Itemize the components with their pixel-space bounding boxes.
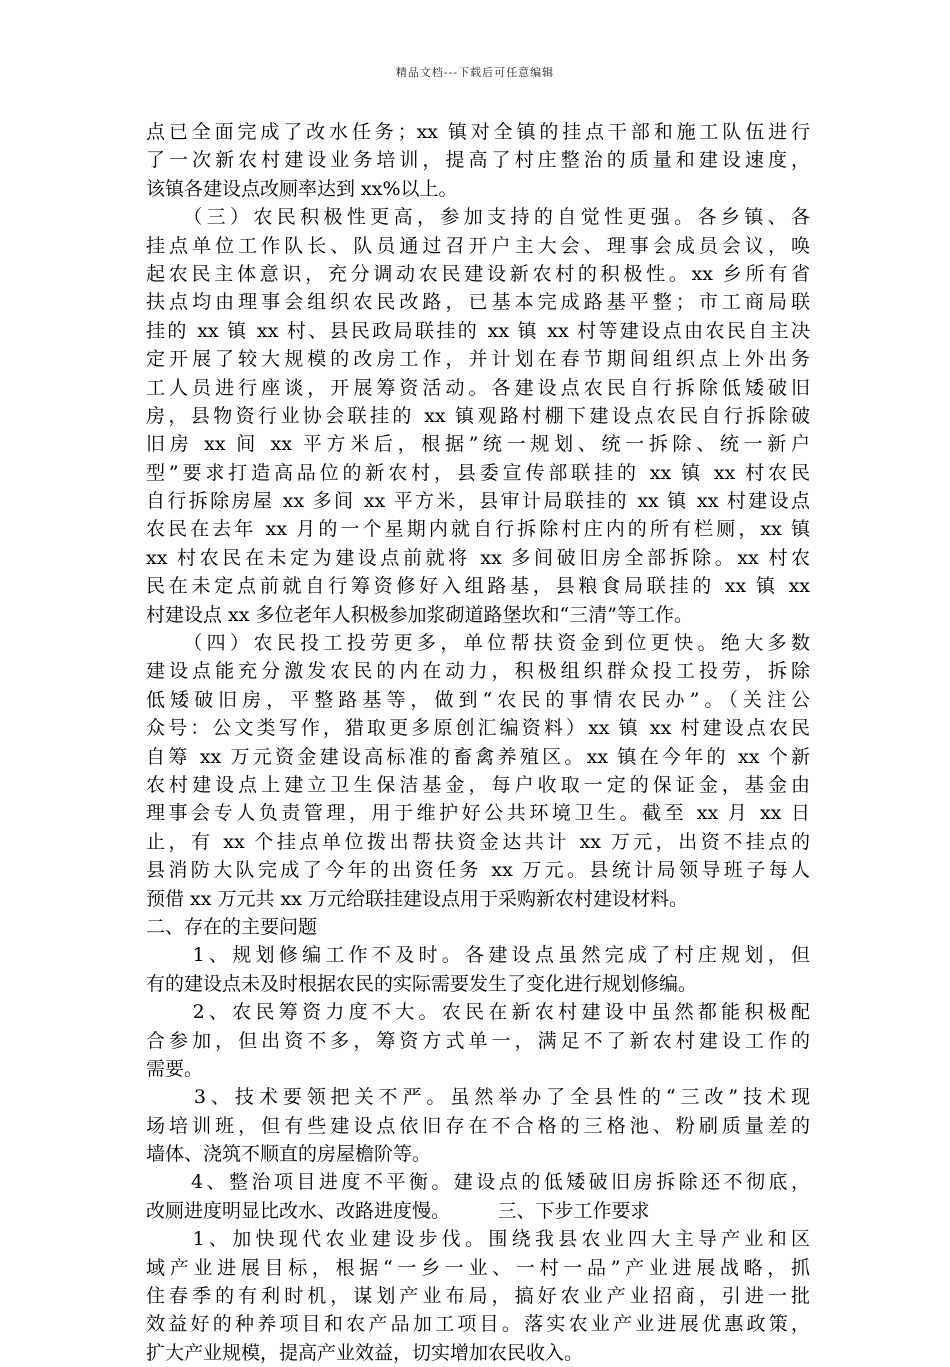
text-line: 扩大产业规模，提高产业效益，切实增加农民收入。 <box>146 1341 584 1364</box>
text-line: 4、整治项目进度不平衡。建设点的低矮破旧房拆除还不彻底， <box>146 1171 810 1194</box>
text-line: 旧房 xx 间 xx 平方米后，根据”统一规划、统一拆除、统一新户 <box>146 433 810 456</box>
text-line: 预借 xx 万元共 xx 万元给联挂建设点用于采购新农村建设材料。 <box>146 887 689 910</box>
text-line: 墙体、浇筑不顺直的房屋檐阶等。 <box>146 1143 432 1166</box>
text-line: 需要。 <box>146 1057 204 1080</box>
text-line: 有的建设点未及时根据农民的实际需要发生了变化进行规划修编。 <box>146 972 698 995</box>
text-line: 低矮破旧房，平整路基等，做到“农民的事情农民办”。（关注公 <box>146 688 810 711</box>
text-line: 起农民主体意识，充分调动农民建设新农村的积极性。xx 乡所有省 <box>146 262 810 285</box>
text-line: 工人员进行座谈，开展筹资活动。各建设点农民自行拆除低矮破旧 <box>146 376 810 399</box>
text-line: 型”要求打造高品位的新农村，县委宣传部联挂的 xx 镇 xx 村农民 <box>146 461 810 484</box>
text-line: 3、技术要领把关不严。虽然举办了全县性的“三改”技术现 <box>146 1086 810 1109</box>
text-line: 民在未定点前就自行筹资修好入组路基，县粮食局联挂的 xx 镇 xx <box>146 575 810 598</box>
text-line: xx 村农民在未定为建设点前就将 xx 多间破旧房全部拆除。xx 村农 <box>146 546 810 569</box>
text-line: 县消防大队完成了今年的出资任务 xx 万元。县统计局领导班子每人 <box>146 859 810 882</box>
text-line: 效益好的种养项目和农产品加工项目。落实农业产业进展优惠政策， <box>146 1313 810 1336</box>
text-line: 农村建设点上建立卫生保洁基金，每户收取一定的保证金，基金由 <box>146 773 810 796</box>
text-line: 该镇各建设点改厕率达到 xx%以上。 <box>146 177 458 200</box>
page-header-note: 精品文档---下载后可任意编辑 <box>395 66 555 79</box>
text-line: 改厕进度明显比改水、改路进度慢。 三、下步工作要求 <box>146 1199 650 1222</box>
text-line: 理事会专人负责管理，用于维护好公共环境卫生。截至 xx 月 xx 日 <box>146 802 810 825</box>
text-line: 1、规划修编工作不及时。各建设点虽然完成了村庄规划，但 <box>146 944 810 967</box>
text-line: 众号：公文类写作，猎取更多原创汇编资料）xx 镇 xx 村建设点农民 <box>146 717 810 740</box>
text-line: （四）农民投工投劳更多，单位帮扶资金到位更快。绝大多数 <box>146 632 810 655</box>
document-body <box>146 118 810 1367</box>
text-line: 定开展了较大规模的改房工作，并计划在春节期间组织点上外出务 <box>146 348 810 371</box>
text-line: 场培训班，但有些建设点依旧存在不合格的三格池、粉刷质量差的 <box>146 1114 810 1137</box>
text-line: 建设点能充分激发农民的内在动力，积极组织群众投工投劳，拆除 <box>146 660 810 683</box>
text-line: 自行拆除房屋 xx 多间 xx 平方米，县审计局联挂的 xx 镇 xx 村建设点 <box>146 490 810 513</box>
text-line: 扶点均由理事会组织农民改路，已基本完成路基平整；市工商局联 <box>146 291 810 314</box>
text-line: 房，县物资行业协会联挂的 xx 镇观路村棚下建设点农民自行拆除破 <box>146 404 810 427</box>
text-line: 挂点单位工作队长、队员通过召开户主大会、理事会成员会议，唤 <box>146 234 810 257</box>
text-line: 点已全面完成了改水任务；xx 镇对全镇的挂点干部和施工队伍进行 <box>146 121 810 143</box>
text-line: 农民在去年 xx 月的一个星期内就自行拆除村庄内的所有栏厕，xx 镇 <box>146 518 810 541</box>
text-line: 合参加，但出资不多，筹资方式单一，满足不了新农村建设工作的 <box>146 1029 810 1052</box>
text-line: 了一次新农村建设业务培训，提高了村庄整治的质量和建设速度， <box>146 149 810 172</box>
text-line: 1、加快现代农业建设步伐。围绕我县农业四大主导产业和区 <box>146 1228 810 1251</box>
text-line: （三）农民积极性更高，参加支持的自觉性更强。各乡镇、各 <box>146 206 810 229</box>
text-line: 二、存在的主要问题 <box>146 915 318 938</box>
text-line: 挂的 xx 镇 xx 村、县民政局联挂的 xx 镇 xx 村等建设点由农民自主决 <box>146 319 810 342</box>
text-line: 住春季的有利时机，谋划产业布局，搞好农业产业招商，引进一批 <box>146 1285 810 1308</box>
text-line: 止，有 xx 个挂点单位拨出帮扶资金达共计 xx 万元，出资不挂点的 <box>146 830 810 853</box>
text-line: 2、农民筹资力度不大。农民在新农村建设中虽然都能积极配 <box>146 1001 810 1024</box>
text-line: 域产业进展目标，根据“一乡一业、一村一品”产业进展战略，抓 <box>146 1256 810 1279</box>
text-line: 自筹 xx 万元资金建设高标准的畜禽养殖区。xx 镇在今年的 xx 个新 <box>146 745 810 768</box>
text-line: 村建设点 xx 多位老年人积极参加浆砌道路堡坎和“三清”等工作。 <box>146 603 693 626</box>
